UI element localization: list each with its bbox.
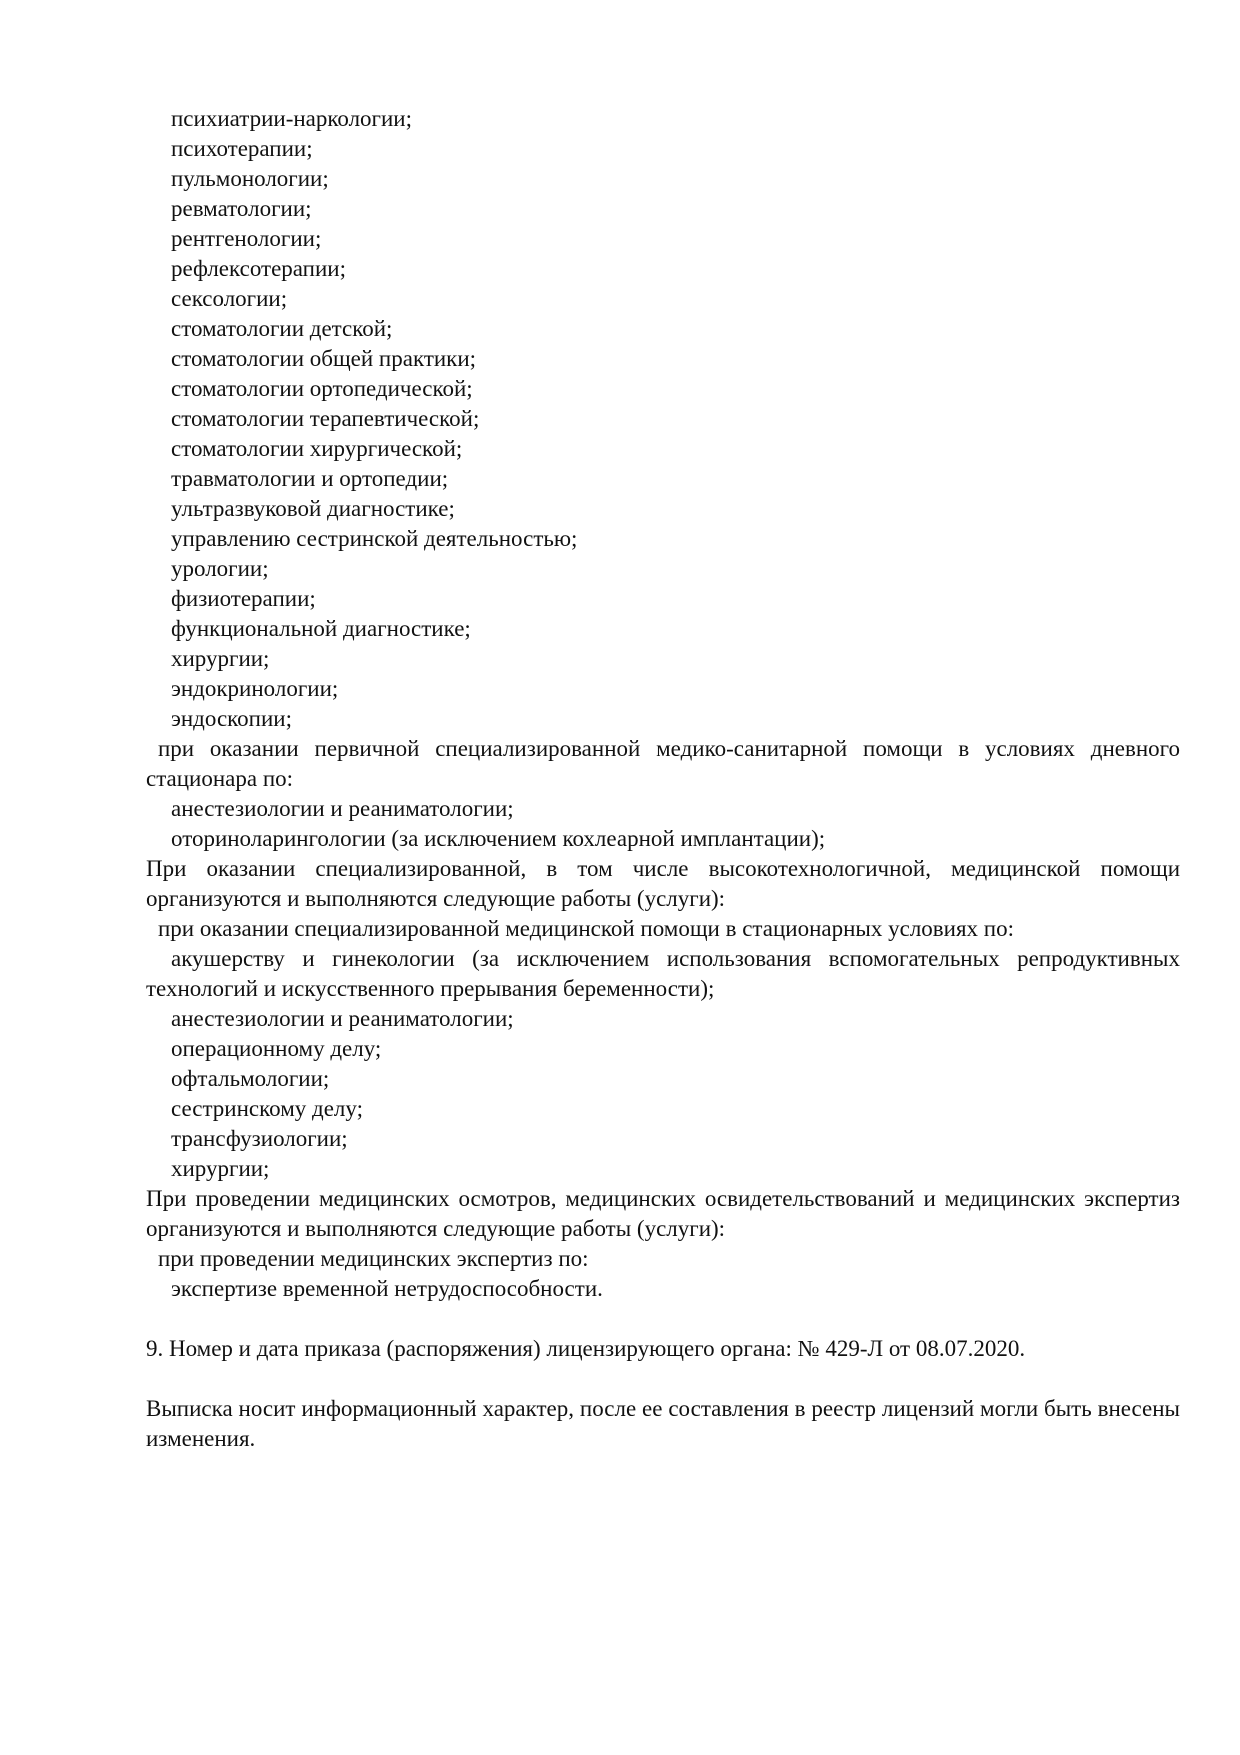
specialty-item: урологии; [171, 556, 269, 581]
expertise-item: экспертизе временной нетрудоспособности. [171, 1276, 603, 1301]
inpatient-obstetrics-item: акушерству и гинекологии (за исключением использования вспомогательных репродуктивных технологий и искусственного прерывания беременности); [146, 946, 1180, 1001]
inpatient-item: хирургии; [171, 1156, 270, 1181]
specialty-item: физиотерапии; [171, 586, 316, 611]
examinations-intro: При проведении медицинских осмотров, медицинских освидетельствований и медицинских экспертиз организуются и выполняются следующие работы (услуги): [146, 1186, 1180, 1241]
specialized-care-intro: При оказании специализированной, в том числе высокотехнологичной, медицинской помощи организуются и выполняются следующие работы (услуги): [146, 856, 1180, 911]
day-hospital-item: оториноларингологии (за исключением кохлеарной имплантации); [171, 826, 826, 851]
inpatient-item: офтальмологии; [171, 1066, 330, 1091]
specialty-item: эндокринологии; [171, 676, 339, 701]
day-hospital-item: анестезиологии и реаниматологии; [171, 796, 514, 821]
document-body [146, 104, 1180, 1454]
specialty-item: хирургии; [171, 646, 270, 671]
inpatient-item: сестринскому делу; [171, 1096, 363, 1121]
inpatient-item: трансфузиологии; [171, 1126, 348, 1151]
specialty-item: травматологии и ортопедии; [171, 466, 449, 491]
specialty-item: ревматологии; [171, 196, 312, 221]
paragraph-gap [146, 1364, 1180, 1394]
specialty-item: рентгенологии; [171, 226, 322, 251]
specialty-item: сексологии; [171, 286, 288, 311]
specialty-item: стоматологии хирургической; [171, 436, 463, 461]
specialty-item: стоматологии общей практики; [171, 346, 477, 371]
expertise-heading: при проведении медицинских экспертиз по: [158, 1246, 589, 1271]
specialty-item: психотерапии; [171, 136, 313, 161]
specialty-item: функциональной диагностике; [171, 616, 471, 641]
specialty-item: стоматологии детской; [171, 316, 393, 341]
order-info: 9. Номер и дата приказа (распоряжения) лицензирующего органа: № 429-Л от 08.07.2020. [146, 1336, 1026, 1361]
inpatient-item: операционному делу; [171, 1036, 382, 1061]
specialty-item: рефлексотерапии; [171, 256, 346, 281]
day-hospital-heading: при оказании первичной специализированной медико-санитарной помощи в условиях дневного стационара по: [146, 736, 1180, 791]
inpatient-item: анестезиологии и реаниматологии; [171, 1006, 514, 1031]
specialty-item: стоматологии ортопедической; [171, 376, 473, 401]
specialty-item: управлению сестринской деятельностью; [171, 526, 578, 551]
specialty-item: пульмонологии; [171, 166, 329, 191]
specialty-item: стоматологии терапевтической; [171, 406, 480, 431]
specialty-item: психиатрии-наркологии; [171, 106, 412, 131]
inpatient-heading: при оказании специализированной медицинской помощи в стационарных условиях по: [158, 916, 1014, 941]
paragraph-gap [146, 1304, 1180, 1334]
specialty-item: эндоскопии; [171, 706, 292, 731]
disclaimer: Выписка носит информационный характер, после ее составления в реестр лицензий могли быть внесены изменения. [146, 1396, 1180, 1451]
specialty-item: ультразвуковой диагностике; [171, 496, 455, 521]
